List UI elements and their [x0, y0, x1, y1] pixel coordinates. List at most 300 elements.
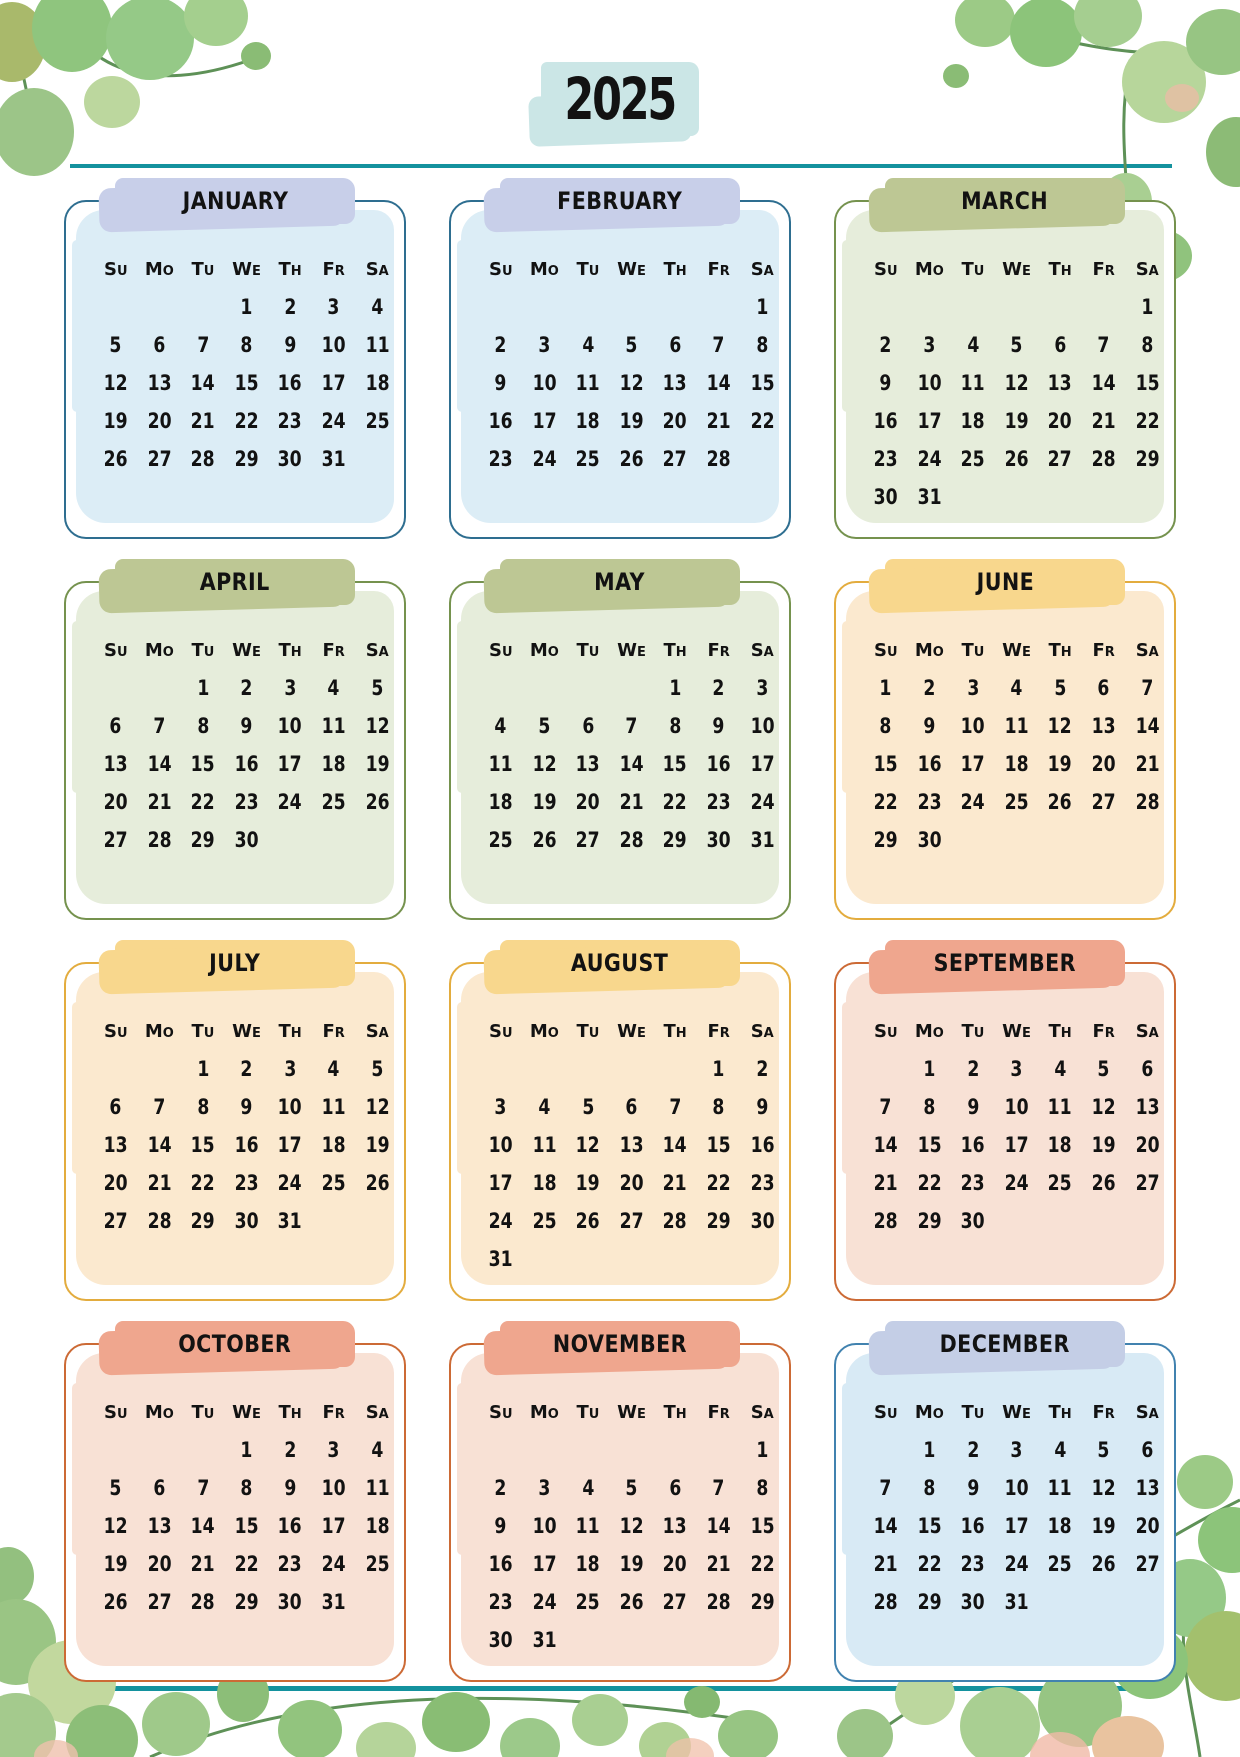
month-card	[449, 178, 791, 539]
month-name: AUGUST	[571, 949, 669, 977]
date-cell: 26	[1091, 1552, 1116, 1576]
date-cell: 27	[103, 1209, 128, 1233]
date-cell: 5	[581, 1095, 594, 1119]
weekday-header-row	[451, 1393, 789, 1431]
empty-cell	[355, 440, 399, 478]
date-cell: 8	[756, 1476, 769, 1500]
month-card-body	[64, 1343, 406, 1682]
date-cell: 7	[196, 333, 209, 357]
weekday-label: Th	[663, 639, 687, 661]
date-cell: 12	[575, 1133, 600, 1157]
date-cell: 3	[327, 295, 340, 319]
date-cell: 15	[873, 752, 898, 776]
weekday-label: We	[232, 1020, 261, 1042]
weekday-label: We	[232, 258, 261, 280]
empty-cell	[566, 1621, 610, 1659]
date-cell: 19	[365, 1133, 390, 1157]
date-cell: 2	[240, 1057, 253, 1081]
date-cell: 21	[1091, 409, 1116, 433]
date-cell: 30	[917, 828, 942, 852]
weekday-label: We	[1002, 639, 1031, 661]
date-cell: 3	[923, 333, 936, 357]
empty-cell	[740, 1621, 784, 1659]
date-cell: 16	[750, 1133, 775, 1157]
weekday-label: Fr	[1092, 1020, 1115, 1042]
empty-cell	[181, 1431, 225, 1469]
empty-cell	[697, 1621, 741, 1659]
empty-cell	[355, 1583, 399, 1621]
date-cell: 25	[575, 1590, 600, 1614]
weekday-label: Tu	[961, 639, 985, 661]
date-cell: 9	[756, 1095, 769, 1119]
weeks-grid	[66, 288, 404, 478]
date-cell: 24	[1004, 1171, 1029, 1195]
date-cell: 13	[1135, 1095, 1160, 1119]
date-cell: 13	[103, 1133, 128, 1157]
date-cell: 29	[663, 828, 688, 852]
date-cell: 1	[879, 676, 892, 700]
weekday-header-row	[836, 1012, 1174, 1050]
date-cell: 31	[278, 1209, 303, 1233]
date-cell: 23	[278, 409, 303, 433]
date-cell: 20	[1091, 752, 1116, 776]
date-cell: 30	[278, 447, 303, 471]
date-cell: 24	[488, 1209, 513, 1233]
date-cell: 23	[488, 1590, 513, 1614]
empty-cell	[864, 1431, 908, 1469]
weekday-label: Sa	[750, 258, 774, 280]
empty-cell	[138, 1050, 182, 1088]
date-cell: 25	[575, 447, 600, 471]
date-cell: 15	[190, 752, 215, 776]
date-cell: 30	[706, 828, 731, 852]
week-row	[451, 783, 789, 821]
date-cell: 24	[917, 447, 942, 471]
date-cell: 17	[532, 1552, 557, 1576]
weeks-grid	[836, 1050, 1174, 1240]
date-cell: 29	[750, 1590, 775, 1614]
date-cell: 1	[923, 1438, 936, 1462]
date-cell: 10	[321, 1476, 346, 1500]
date-cell: 21	[663, 1171, 688, 1195]
date-cell: 22	[873, 790, 898, 814]
date-cell: 9	[712, 714, 725, 738]
month-card	[449, 1321, 791, 1682]
month-name: MAY	[594, 568, 646, 596]
date-cell: 3	[1010, 1438, 1023, 1462]
date-cell: 11	[575, 371, 600, 395]
week-row	[836, 1545, 1174, 1583]
date-cell: 14	[190, 1514, 215, 1538]
date-cell: 17	[488, 1171, 513, 1195]
date-cell: 6	[109, 714, 122, 738]
date-cell: 9	[284, 333, 297, 357]
date-cell: 23	[960, 1552, 985, 1576]
date-cell: 1	[923, 1057, 936, 1081]
week-row	[836, 288, 1174, 326]
date-cell: 21	[706, 409, 731, 433]
date-cell: 25	[365, 409, 390, 433]
weekday-label: Sa	[1135, 258, 1159, 280]
date-cell: 16	[278, 371, 303, 395]
date-cell: 6	[1141, 1438, 1154, 1462]
date-cell: 6	[669, 333, 682, 357]
weekday-label: We	[1002, 1020, 1031, 1042]
weekday-label: Th	[1048, 639, 1072, 661]
date-cell: 1	[240, 295, 253, 319]
weekday-header-row	[451, 1012, 789, 1050]
month-card-body	[64, 200, 406, 539]
weekday-label: Fr	[322, 1020, 345, 1042]
week-row	[66, 440, 404, 478]
weeks-grid	[66, 669, 404, 859]
month-header-tab	[885, 559, 1125, 605]
date-cell: 23	[960, 1171, 985, 1195]
weekday-label: Tu	[576, 1020, 600, 1042]
date-cell: 16	[488, 1552, 513, 1576]
date-cell: 8	[879, 714, 892, 738]
date-cell: 10	[1004, 1095, 1029, 1119]
date-cell: 5	[371, 676, 384, 700]
date-cell: 18	[321, 1133, 346, 1157]
date-cell: 28	[1135, 790, 1160, 814]
date-cell: 14	[706, 371, 731, 395]
week-row	[836, 1088, 1174, 1126]
date-cell: 21	[190, 1552, 215, 1576]
empty-cell	[479, 669, 523, 707]
date-cell: 10	[917, 371, 942, 395]
month-card	[64, 559, 406, 920]
weekday-label: Mo	[144, 1020, 174, 1042]
week-row	[451, 707, 789, 745]
date-cell: 14	[663, 1133, 688, 1157]
weekday-label: Sa	[750, 639, 774, 661]
date-cell: 19	[575, 1171, 600, 1195]
weekday-label: Tu	[191, 639, 215, 661]
empty-cell	[995, 288, 1039, 326]
empty-cell	[1038, 478, 1082, 516]
week-row	[66, 745, 404, 783]
empty-cell	[138, 1431, 182, 1469]
date-cell: 6	[109, 1095, 122, 1119]
weekday-label: Su	[104, 639, 128, 661]
date-cell: 29	[706, 1209, 731, 1233]
date-cell: 7	[625, 714, 638, 738]
week-row	[66, 1431, 404, 1469]
date-cell: 10	[750, 714, 775, 738]
weekday-label: Fr	[1092, 1401, 1115, 1423]
month-card	[64, 940, 406, 1301]
date-cell: 15	[1135, 371, 1160, 395]
date-cell: 15	[917, 1514, 942, 1538]
empty-cell	[864, 1050, 908, 1088]
week-row	[66, 1164, 404, 1202]
date-cell: 4	[581, 1476, 594, 1500]
date-cell: 6	[581, 714, 594, 738]
month-header-tab	[115, 178, 355, 224]
date-cell: 16	[278, 1514, 303, 1538]
date-cell: 9	[494, 371, 507, 395]
week-row	[836, 783, 1174, 821]
date-cell: 4	[371, 1438, 384, 1462]
date-cell: 18	[365, 371, 390, 395]
weekday-label: Th	[278, 258, 302, 280]
date-cell: 26	[1091, 1171, 1116, 1195]
date-cell: 5	[1054, 676, 1067, 700]
date-cell: 27	[103, 828, 128, 852]
date-cell: 28	[190, 1590, 215, 1614]
week-row	[836, 1202, 1174, 1240]
date-cell: 27	[1135, 1552, 1160, 1576]
date-cell: 17	[917, 409, 942, 433]
date-cell: 12	[365, 714, 390, 738]
date-cell: 28	[706, 1590, 731, 1614]
date-cell: 24	[532, 447, 557, 471]
date-cell: 10	[278, 1095, 303, 1119]
date-cell: 8	[712, 1095, 725, 1119]
date-cell: 11	[1048, 1095, 1073, 1119]
weekday-header-row	[836, 250, 1174, 288]
date-cell: 2	[240, 676, 253, 700]
date-cell: 31	[1004, 1590, 1029, 1614]
month-name: JUNE	[976, 568, 1034, 596]
date-cell: 13	[147, 371, 172, 395]
date-cell: 17	[1004, 1514, 1029, 1538]
date-cell: 26	[103, 1590, 128, 1614]
date-cell: 26	[103, 447, 128, 471]
date-cell: 7	[196, 1476, 209, 1500]
weekday-label: Tu	[576, 1401, 600, 1423]
date-cell: 18	[1048, 1514, 1073, 1538]
date-cell: 10	[321, 333, 346, 357]
weekday-label: Tu	[961, 1401, 985, 1423]
month-header-tab	[885, 1321, 1125, 1367]
week-row	[66, 1088, 404, 1126]
empty-cell	[355, 821, 399, 859]
date-cell: 30	[873, 485, 898, 509]
date-cell: 24	[532, 1590, 557, 1614]
date-cell: 15	[234, 1514, 259, 1538]
empty-cell	[1125, 478, 1169, 516]
weekday-label: Su	[874, 258, 898, 280]
month-card-body	[449, 581, 791, 920]
month-card	[834, 1321, 1176, 1682]
date-cell: 5	[625, 1476, 638, 1500]
weekday-label: Mo	[914, 1020, 944, 1042]
date-cell: 4	[327, 676, 340, 700]
week-row	[451, 1050, 789, 1088]
date-cell: 20	[147, 409, 172, 433]
date-cell: 19	[1048, 752, 1073, 776]
weekday-label: Sa	[750, 1020, 774, 1042]
date-cell: 25	[1048, 1171, 1073, 1195]
week-row	[836, 440, 1174, 478]
date-cell: 10	[278, 714, 303, 738]
date-cell: 29	[1135, 447, 1160, 471]
date-cell: 14	[190, 371, 215, 395]
empty-cell	[181, 288, 225, 326]
date-cell: 5	[1097, 1438, 1110, 1462]
date-cell: 22	[750, 409, 775, 433]
date-cell: 8	[196, 714, 209, 738]
empty-cell	[653, 1621, 697, 1659]
date-cell: 24	[321, 1552, 346, 1576]
weekday-label: Mo	[914, 639, 944, 661]
date-cell: 18	[575, 1552, 600, 1576]
date-cell: 20	[1135, 1514, 1160, 1538]
weeks-grid	[836, 669, 1174, 859]
weekday-label: Fr	[1092, 639, 1115, 661]
date-cell: 26	[365, 1171, 390, 1195]
month-card-body	[834, 1343, 1176, 1682]
date-cell: 25	[488, 828, 513, 852]
week-row	[66, 402, 404, 440]
empty-cell	[94, 669, 138, 707]
date-cell: 19	[103, 1552, 128, 1576]
date-cell: 4	[1054, 1438, 1067, 1462]
date-cell: 11	[960, 371, 985, 395]
empty-cell	[610, 1240, 654, 1278]
date-cell: 3	[284, 676, 297, 700]
date-cell: 16	[234, 752, 259, 776]
date-cell: 17	[532, 409, 557, 433]
empty-cell	[995, 478, 1039, 516]
date-cell: 28	[619, 828, 644, 852]
empty-cell	[1082, 288, 1126, 326]
date-cell: 3	[1010, 1057, 1023, 1081]
empty-cell	[995, 821, 1039, 859]
date-cell: 18	[532, 1171, 557, 1195]
date-cell: 27	[147, 1590, 172, 1614]
date-cell: 30	[234, 1209, 259, 1233]
month-name: FEBRUARY	[557, 187, 683, 215]
date-cell: 12	[103, 1514, 128, 1538]
date-cell: 23	[488, 447, 513, 471]
weekday-label: Tu	[961, 258, 985, 280]
date-cell: 7	[879, 1476, 892, 1500]
date-cell: 28	[147, 828, 172, 852]
empty-cell	[523, 288, 567, 326]
weekday-label: Th	[1048, 258, 1072, 280]
date-cell: 23	[750, 1171, 775, 1195]
empty-cell	[566, 1431, 610, 1469]
date-cell: 10	[1004, 1476, 1029, 1500]
date-cell: 28	[706, 447, 731, 471]
empty-cell	[479, 1050, 523, 1088]
date-cell: 28	[873, 1590, 898, 1614]
date-cell: 22	[190, 790, 215, 814]
date-cell: 8	[196, 1095, 209, 1119]
date-cell: 13	[1048, 371, 1073, 395]
weekday-label: Su	[489, 1020, 513, 1042]
date-cell: 23	[873, 447, 898, 471]
month-card	[834, 940, 1176, 1301]
month-header-tab	[115, 559, 355, 605]
date-cell: 19	[1004, 409, 1029, 433]
month-card-body	[449, 962, 791, 1301]
date-cell: 2	[284, 295, 297, 319]
empty-cell	[1038, 1202, 1082, 1240]
date-cell: 20	[147, 1552, 172, 1576]
weekday-header-row	[836, 631, 1174, 669]
date-cell: 27	[1048, 447, 1073, 471]
empty-cell	[740, 1240, 784, 1278]
date-cell: 29	[190, 1209, 215, 1233]
month-card-body	[449, 200, 791, 539]
empty-cell	[697, 1431, 741, 1469]
date-cell: 5	[1010, 333, 1023, 357]
week-row	[451, 440, 789, 478]
weekday-label: Th	[663, 258, 687, 280]
date-cell: 8	[240, 333, 253, 357]
month-card-body	[834, 581, 1176, 920]
date-cell: 20	[663, 409, 688, 433]
date-cell: 20	[1048, 409, 1073, 433]
date-cell: 13	[103, 752, 128, 776]
date-cell: 31	[321, 1590, 346, 1614]
date-cell: 17	[278, 752, 303, 776]
date-cell: 9	[240, 714, 253, 738]
date-cell: 18	[960, 409, 985, 433]
weekday-label: Mo	[529, 1020, 559, 1042]
month-header-tab	[885, 178, 1125, 224]
date-cell: 27	[1091, 790, 1116, 814]
week-row	[66, 783, 404, 821]
date-cell: 24	[278, 1171, 303, 1195]
date-cell: 11	[321, 714, 346, 738]
date-cell: 21	[190, 409, 215, 433]
month-card	[64, 178, 406, 539]
date-cell: 14	[619, 752, 644, 776]
date-cell: 18	[1004, 752, 1029, 776]
date-cell: 13	[619, 1133, 644, 1157]
week-row	[451, 1431, 789, 1469]
week-row	[66, 1583, 404, 1621]
date-cell: 6	[153, 1476, 166, 1500]
date-cell: 22	[234, 409, 259, 433]
date-cell: 9	[240, 1095, 253, 1119]
weekday-header-row	[66, 1012, 404, 1050]
date-cell: 31	[532, 1628, 557, 1652]
date-cell: 30	[488, 1628, 513, 1652]
week-row	[836, 1050, 1174, 1088]
weekday-label: Mo	[144, 639, 174, 661]
week-row	[836, 402, 1174, 440]
week-row	[451, 669, 789, 707]
empty-cell	[523, 669, 567, 707]
weekday-label: Tu	[191, 1020, 215, 1042]
empty-cell	[610, 1050, 654, 1088]
week-row	[836, 1126, 1174, 1164]
week-row	[66, 707, 404, 745]
date-cell: 26	[619, 447, 644, 471]
month-header-tab	[500, 940, 740, 986]
date-cell: 9	[966, 1095, 979, 1119]
date-cell: 19	[103, 409, 128, 433]
empty-cell	[864, 288, 908, 326]
date-cell: 5	[109, 333, 122, 357]
date-cell: 27	[619, 1209, 644, 1233]
date-cell: 2	[879, 333, 892, 357]
date-cell: 2	[494, 1476, 507, 1500]
weekday-label: Su	[874, 639, 898, 661]
date-cell: 12	[619, 371, 644, 395]
date-cell: 23	[278, 1552, 303, 1576]
weeks-grid	[451, 669, 789, 859]
month-header-tab	[500, 178, 740, 224]
empty-cell	[523, 1431, 567, 1469]
month-header-tab	[115, 940, 355, 986]
